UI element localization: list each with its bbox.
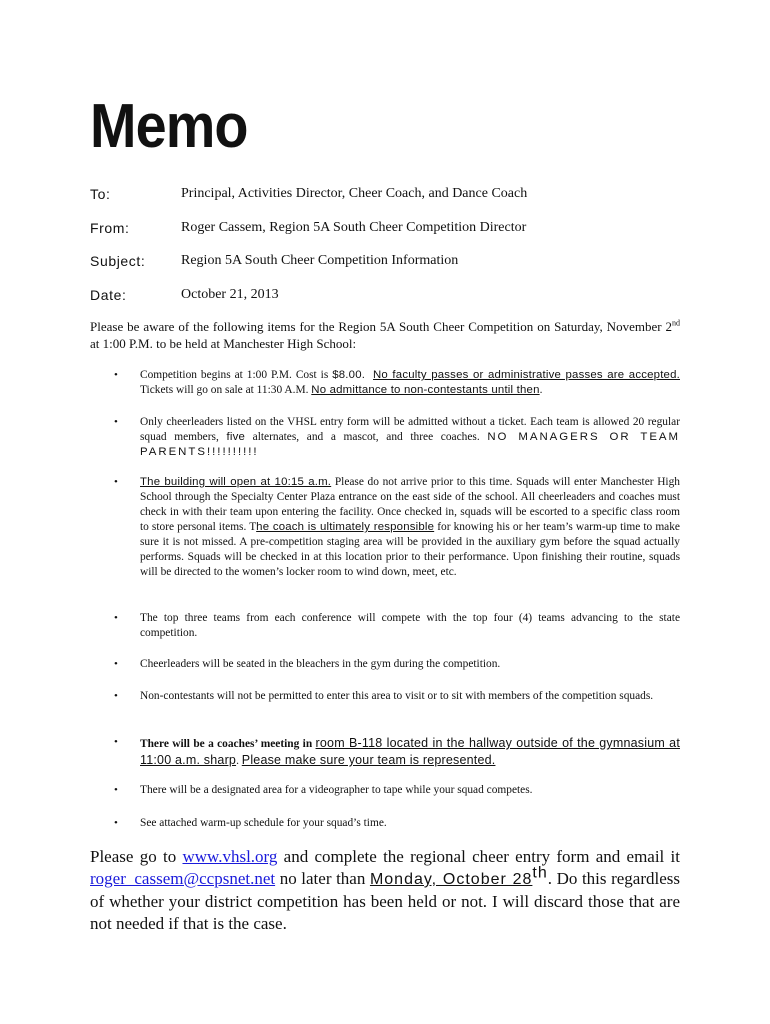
bullet-icon: • [114, 416, 118, 428]
bullet-icon: • [114, 476, 118, 488]
memo-title: Memo [90, 92, 248, 161]
bullet-text: Non-contestants will not be permitted to enter this area to visit or to sit with members of the competition squads. [140, 690, 654, 702]
bullet-icon: • [114, 690, 118, 702]
email-link[interactable]: roger_cassem@ccpsnet.net [90, 869, 276, 888]
header-label: Subject: [90, 253, 146, 269]
header-row-date [90, 287, 690, 307]
bullet-text: There will be a coaches’ meeting in room B-118 located in the hallway outside of the gymnasium at 11:00 a.m. sharp. Please make sure your team is represented. [140, 736, 680, 767]
bullet-text: Only cheerleaders listed on the VHSL entry form will be admitted without a ticket. Each team is allowed 20 regular squad members, five alternates, and a mascot, and three coaches. NO MANAGERS OR TEAM PARENTS!!!!!!!!!! [140, 416, 680, 458]
bullet-icon: • [114, 612, 118, 624]
vhsl-link[interactable]: www.vhsl.org [182, 847, 278, 866]
bullet-icon: • [114, 736, 118, 748]
header-value: Region 5A South Cheer Competition Information [181, 253, 459, 268]
bullet-text: Cheerleaders will be seated in the bleachers in the gym during the competition. [140, 658, 501, 670]
header-label: From: [90, 220, 130, 236]
bullet-text: The top three teams from each conference will compete with the top four (4) teams advancing to the state competition. [140, 612, 680, 639]
bullet-icon: • [114, 658, 118, 670]
bullet-icon: • [114, 369, 118, 381]
bullet-text: The building will open at 10:15 a.m. Please do not arrive prior to this time. Squads will enter Manchester High School through the Specialty Center Plaza entrance on the east side of the school. All cheerleaders and coaches must check in with their team upon entering the facility. Once checked in, squads will be escorted to a specific class room to store personal items. The coach is ultimately responsible for knowing his or her team’s warm-up time to make sure it is not missed. A pre-competition staging area will be provided in the auxiliary gym before the squad actually performs. Squads will be checked in at this location prior to their performance. Upon finishing their routine, squads will be directed to the women’s locker room to wind down, meet, etc. [140, 476, 680, 578]
bullet-text: Competition begins at 1:00 P.M. Cost is $8.00. No faculty passes or administrative passes are accepted. Tickets will go on sale at 11:30 A.M. No admittance to non-contestants until then. [140, 369, 680, 396]
header-row-to [90, 186, 690, 206]
header-label: To: [90, 186, 111, 202]
closing-paragraph: Please go to www.vhsl.org and complete the regional cheer entry form and email it roger_cassem@ccpsnet.net no later than Monday, October 28th. Do this regardless of whether your district competition has been held or not. I will discard those that are not needed if that is the case. [90, 847, 681, 933]
header-value: Roger Cassem, Region 5A South Cheer Competition Director [181, 220, 527, 235]
header-value: Principal, Activities Director, Cheer Coach, and Dance Coach [181, 186, 528, 201]
intro-paragraph: Please be aware of the following items for the Region 5A South Cheer Competition on Saturday, November 2nd at 1:00 P.M. to be held at Manchester High School: [90, 318, 680, 351]
header-row-subject [90, 253, 690, 273]
bullet-text: See attached warm-up schedule for your squad’s time. [140, 817, 387, 829]
deadline-date: Monday, October 28 [369, 871, 533, 888]
bullet-icon: • [114, 817, 118, 829]
header-value: October 21, 2013 [181, 287, 279, 302]
header-row-from [90, 220, 690, 240]
header-label: Date: [90, 287, 127, 303]
bullet-icon: • [114, 784, 118, 796]
bullet-text: There will be a designated area for a videographer to tape while your squad competes. [140, 784, 533, 796]
